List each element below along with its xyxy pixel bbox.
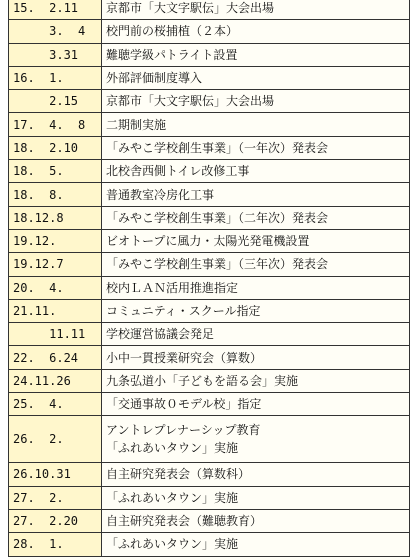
row-event: コミュニティ・スクール指定: [102, 299, 410, 322]
row-date: 19.12.: [9, 229, 102, 252]
table-row: [9, 463, 410, 486]
row-date: 17. 4. 8: [9, 113, 102, 136]
row-event: 外部評価制度導入: [102, 66, 410, 89]
row-date: 27. 2.20: [9, 509, 102, 532]
row-event: 「交通事故０モデル校」指定: [102, 393, 410, 416]
row-date: 18. 8.: [9, 183, 102, 206]
row-event: ビオトープに風力・太陽光発電機設置: [102, 229, 410, 252]
row-event: 学校運営協議会発足: [102, 323, 410, 346]
row-event: 京都市「大文字駅伝」大会出場: [102, 0, 410, 20]
table-row: [9, 253, 410, 276]
table-row: [9, 509, 410, 532]
row-date: 26.10.31: [9, 463, 102, 486]
row-date: 15. 2.11: [9, 0, 102, 20]
row-date: 3. 4: [9, 20, 102, 43]
table-row: [9, 486, 410, 509]
row-date: 26. 2.: [9, 416, 102, 463]
row-date: 3.31: [9, 43, 102, 66]
row-event: 北校舎西側トイレ改修工事: [102, 160, 410, 183]
row-event: 校門前の桜捕植（２本）: [102, 20, 410, 43]
table-row: [9, 299, 410, 322]
row-event: 「みやこ学校創生事業」（三年次）発表会: [102, 253, 410, 276]
row-event: 小中一貫授業研究会（算数）: [102, 346, 410, 369]
row-date: 28. 1.: [9, 533, 102, 556]
table-row: [9, 90, 410, 113]
table-row: [9, 369, 410, 392]
history-table: [8, 0, 410, 557]
table-row: [9, 323, 410, 346]
row-event: 普通教室冷房化工事: [102, 183, 410, 206]
table-row: [9, 160, 410, 183]
row-event: 難聴学級パトライト設置: [102, 43, 410, 66]
row-date: 18.12.8: [9, 206, 102, 229]
row-event: 「みやこ学校創生事業」（一年次）発表会: [102, 136, 410, 159]
row-event: 自主研究発表会（算数科）: [102, 463, 410, 486]
row-event: 「ふれあいタウン」実施: [102, 486, 410, 509]
table-row: [9, 0, 410, 20]
row-event: 自主研究発表会（難聴教育）: [102, 509, 410, 532]
table-row: [9, 43, 410, 66]
table-row: [9, 276, 410, 299]
row-date: 27. 2.: [9, 486, 102, 509]
row-date: 11.11: [9, 323, 102, 346]
row-date: 24.11.26: [9, 369, 102, 392]
table-row: [9, 113, 410, 136]
row-event: 九条弘道小「子どもを語る会」実施: [102, 369, 410, 392]
row-date: 18. 2.10: [9, 136, 102, 159]
row-date: 16. 1.: [9, 66, 102, 89]
table-row: [9, 20, 410, 43]
table-row: [9, 183, 410, 206]
history-table-body: [9, 0, 410, 556]
table-row: [9, 416, 410, 463]
row-event: 京都市「大文字駅伝」大会出場: [102, 90, 410, 113]
table-row: [9, 206, 410, 229]
table-row: [9, 66, 410, 89]
row-date: 25. 4.: [9, 393, 102, 416]
row-event: 二期制実施: [102, 113, 410, 136]
row-event: 「みやこ学校創生事業」（二年次）発表会: [102, 206, 410, 229]
table-row: [9, 136, 410, 159]
row-date: 2.15: [9, 90, 102, 113]
row-event-line-2: 「ふれあいタウン」実施: [106, 441, 239, 456]
row-date: 20. 4.: [9, 276, 102, 299]
row-date: 18. 5.: [9, 160, 102, 183]
table-row: [9, 229, 410, 252]
row-event-line-1: アントレプレナーシップ教育: [106, 423, 261, 438]
row-event: 校内ＬＡＮ活用推進指定: [102, 276, 410, 299]
row-date: 21.11.: [9, 299, 102, 322]
row-event: [102, 416, 410, 463]
table-row: [9, 393, 410, 416]
row-event: 「ふれあいタウン」実施: [102, 533, 410, 556]
row-date: 22. 6.24: [9, 346, 102, 369]
row-date: 19.12.7: [9, 253, 102, 276]
table-row: [9, 533, 410, 556]
table-row: [9, 346, 410, 369]
